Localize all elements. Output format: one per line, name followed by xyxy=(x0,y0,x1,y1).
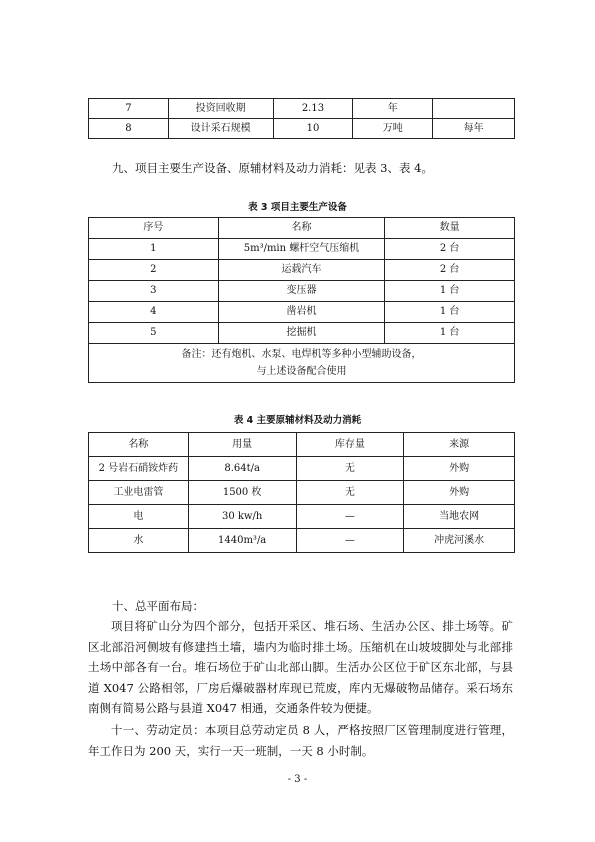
table-cell: 凿岩机 xyxy=(218,302,385,323)
table-cell: 8.64t/a xyxy=(188,457,296,481)
table-cell: 8 xyxy=(89,119,169,139)
table-row xyxy=(89,457,515,481)
table-cell: 2 台 xyxy=(385,260,515,281)
page-number: - 3 - xyxy=(287,774,308,785)
table-row xyxy=(89,481,515,505)
table-cell: 3 xyxy=(89,281,219,302)
table-cell: 变压器 xyxy=(218,281,385,302)
column-header: 用量 xyxy=(188,433,296,457)
table-cell: 水 xyxy=(89,529,189,553)
table-cell: 无 xyxy=(296,457,404,481)
table-cell: 无 xyxy=(296,481,404,505)
table-header-row xyxy=(89,433,515,457)
table-row xyxy=(89,119,515,139)
table4-caption: 表 4 主要原辅材料及动力消耗 xyxy=(233,415,362,426)
table-cell: 2 台 xyxy=(385,239,515,260)
table-cell: 5 xyxy=(89,323,219,344)
table-row xyxy=(89,281,515,302)
table-cell: 外购 xyxy=(404,457,515,481)
note-line: 与上述设备配合使用 xyxy=(256,366,347,377)
table-note xyxy=(89,344,515,383)
table-cell: 1 台 xyxy=(385,281,515,302)
table-cell: 2.13 xyxy=(273,99,353,119)
column-header: 库存量 xyxy=(296,433,404,457)
table-cell: 万吨 xyxy=(353,119,433,139)
table-row xyxy=(89,239,515,260)
table-cell: 外购 xyxy=(404,481,515,505)
table-row xyxy=(89,260,515,281)
table-cell: 挖掘机 xyxy=(218,323,385,344)
table-row xyxy=(89,323,515,344)
table-cell: 每年 xyxy=(433,119,515,139)
table-cell: 30 kw/h xyxy=(188,505,296,529)
table-cell: 电 xyxy=(89,505,189,529)
section-9-text: 九、项目主要生产设备、原辅材料及动力消耗：见表 3、表 4。 xyxy=(112,161,433,175)
table-cell xyxy=(433,99,515,119)
table-row xyxy=(89,99,515,119)
table-row xyxy=(89,505,515,529)
table-cell: 投资回收期 xyxy=(168,99,273,119)
materials-table xyxy=(88,432,515,553)
table-cell: 1500 枚 xyxy=(188,481,296,505)
table-cell: 2 号岩石硝铵炸药 xyxy=(89,457,189,481)
section-10-body: 项目将矿山分为四个部分，包括开采区、堆石场、生活办公区、排土场等。矿区北部沿河侧坡有修建挡土墙，墙内为临时排土场。压缩机在山坡坡脚处与北部排土场中部各有一台。堆石场位于矿山北部山脚。生活办公区位于矿区东北部，与县道 X047 公路相邻，厂房后爆破器材库现已荒废，库内无爆破物品储存。采石场东南侧有简易公路与县道 X047 相通，交通条件较为便捷。 xyxy=(88,619,513,715)
table-cell: 4 xyxy=(89,302,219,323)
table3-caption: 表 3 项目主要生产设备 xyxy=(248,202,347,213)
table-cell: 1 xyxy=(89,239,219,260)
table-note-row xyxy=(89,344,515,383)
column-header: 来源 xyxy=(404,433,515,457)
section-11-text: 十一、劳动定员：本项目总劳动定员 8 人，严格按照厂区管理制度进行管理，年工作日为 200 天，实行一天一班制，一天 8 小时制。 xyxy=(88,723,513,758)
table-cell: 当地农网 xyxy=(404,505,515,529)
section-10-title: 十、总平面布局： xyxy=(112,599,204,613)
equipment-table xyxy=(88,217,515,383)
table-row xyxy=(89,529,515,553)
table-cell: 2 xyxy=(89,260,219,281)
table-cell: 10 xyxy=(273,119,353,139)
column-header: 名称 xyxy=(89,433,189,457)
table-cell: 冲虎河溪水 xyxy=(404,529,515,553)
table-header-row xyxy=(89,218,515,239)
note-line: 备注：还有炮机、水泵、电焊机等多种小型辅助设备， xyxy=(181,349,422,360)
table-cell: 运载汽车 xyxy=(218,260,385,281)
table-cell: 7 xyxy=(89,99,169,119)
table-cell: 1 台 xyxy=(385,323,515,344)
table-cell: 1440m³/a xyxy=(188,529,296,553)
column-header: 数量 xyxy=(385,218,515,239)
table-cell: — xyxy=(296,529,404,553)
table-cell: 5m³/min 螺杆空气压缩机 xyxy=(218,239,385,260)
table-row xyxy=(89,302,515,323)
table-cell: 年 xyxy=(353,99,433,119)
table-cell: 1 台 xyxy=(385,302,515,323)
table-cell: — xyxy=(296,505,404,529)
top-table xyxy=(88,98,515,139)
table-cell: 设计采石规模 xyxy=(168,119,273,139)
column-header: 名称 xyxy=(218,218,385,239)
column-header: 序号 xyxy=(89,218,219,239)
table-cell: 工业电雷管 xyxy=(89,481,189,505)
